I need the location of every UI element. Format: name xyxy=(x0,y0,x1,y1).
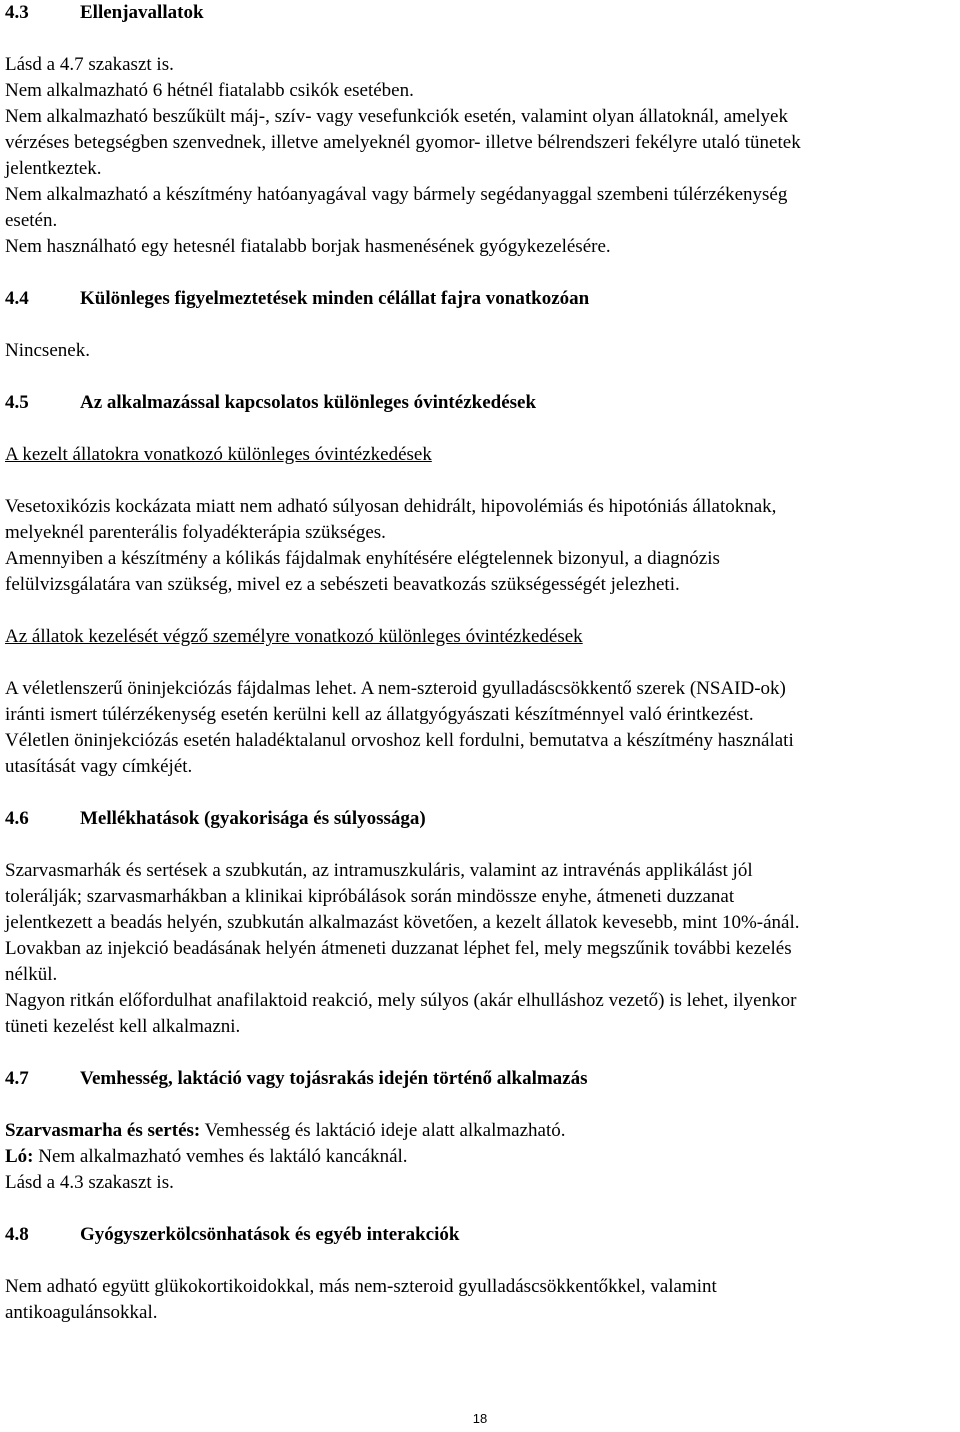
paragraph-line: tolerálják; szarvasmarhákban a klinikai kipróbálások során mindössze enyhe, átmeneti duzzanat xyxy=(5,886,735,907)
section-number: 4.5 xyxy=(5,392,29,413)
paragraph-line: Nem adható együtt glükokortikoidokkal, más nem-szteroid gyulladáscsökkentőkkel, valamint xyxy=(5,1276,717,1297)
paragraph-line: vérzéses betegségben szenvednek, illetve amelyeknél gyomor- illetve bélrendszeri fekélyre utaló tünetek xyxy=(5,132,801,153)
section-title: Ellenjavallatok xyxy=(80,2,204,23)
species-text: Nem alkalmazható vemhes és laktáló kancáknál. xyxy=(33,1146,408,1167)
paragraph-line: felülvizsgálatára van szükség, mivel ez a sebészeti beavatkozás szükségességét jelezheti. xyxy=(5,574,680,595)
paragraph-line: Nem használható egy hetesnél fiatalabb borjak hasmenésének gyógykezelésére. xyxy=(5,236,611,257)
section-number: 4.4 xyxy=(5,288,29,309)
section-title: Vemhesség, laktáció vagy tojásrakás idején történő alkalmazás xyxy=(80,1068,588,1089)
paragraph-line: Nagyon ritkán előfordulhat anafilaktoid reakció, mely súlyos (akár elhulláshoz vezető) is lehet, ilyenkor xyxy=(5,990,797,1011)
page-number: 18 xyxy=(472,1411,488,1426)
paragraph-line: Vesetoxikózis kockázata miatt nem adható súlyosan dehidrált, hipovolémiás és hipotóniás állatoknak, xyxy=(5,496,777,517)
paragraph-line: nélkül. xyxy=(5,964,58,985)
paragraph-line: Szarvasmarhák és sertések a szubkután, az intramuszkuláris, valamint az intravénás applikálást jól xyxy=(5,860,753,881)
section-number: 4.8 xyxy=(5,1224,29,1245)
section-title: Különleges figyelmeztetések minden célállat fajra vonatkozóan xyxy=(80,288,590,309)
paragraph-line: utasítását vagy címkéjét. xyxy=(5,756,193,777)
paragraph-line: Nincsenek. xyxy=(5,340,90,361)
paragraph-line: Lovakban az injekció beadásának helyén átmeneti duzzanat léphet fel, mely megszűnik további kezelés xyxy=(5,938,792,959)
section-title: Gyógyszerkölcsönhatások és egyéb interakciók xyxy=(80,1224,460,1245)
paragraph-line: esetén. xyxy=(5,210,58,231)
section-number: 4.7 xyxy=(5,1068,29,1089)
species-label: Ló: xyxy=(5,1146,34,1167)
section-heading-4-4 xyxy=(5,286,955,312)
paragraph-line: Nem alkalmazható a készítmény hatóanyagával vagy bármely segédanyaggal szembeni túlérzékenység xyxy=(5,184,788,205)
document-page xyxy=(5,0,955,1326)
paragraph-line: Nem alkalmazható 6 hétnél fiatalabb csikók esetében. xyxy=(5,80,414,101)
section-heading-4-7 xyxy=(5,1066,955,1092)
section-title: Az alkalmazással kapcsolatos különleges óvintézkedések xyxy=(80,392,537,413)
paragraph-line: antikoagulánsokkal. xyxy=(5,1302,158,1323)
section-heading-4-6 xyxy=(5,806,955,832)
section-heading-4-8 xyxy=(5,1222,955,1248)
paragraph-line xyxy=(5,1118,955,1144)
subheading-treated-animals: A kezelt állatokra vonatkozó különleges óvintézkedések xyxy=(5,444,432,465)
species-label: Szarvasmarha és sertés: xyxy=(5,1120,201,1141)
paragraph-line xyxy=(5,1144,955,1170)
section-heading-4-3 xyxy=(5,0,955,26)
paragraph-line: iránti ismert túlérzékenység esetén kerülni kell az állatgyógyászati készítménnyel való érintkezést. xyxy=(5,704,754,725)
paragraph-line: tüneti kezelést kell alkalmazni. xyxy=(5,1016,241,1037)
subheading-handler: Az állatok kezelését végző személyre vonatkozó különleges óvintézkedések xyxy=(5,626,583,647)
paragraph-line: melyeknél parenterális folyadékterápia szükséges. xyxy=(5,522,386,543)
paragraph-line: Amennyiben a készítmény a kólikás fájdalmak enyhítésére elégtelennek bizonyul, a diagnózis xyxy=(5,548,720,569)
paragraph-line: Lásd a 4.3 szakaszt is. xyxy=(5,1172,174,1193)
paragraph-line: jelentkezett a beadás helyén, szubkután alkalmazást követően, a kezelt állatok kevesebb, mint 10%-ánál. xyxy=(5,912,800,933)
section-title: Mellékhatások (gyakorisága és súlyossága) xyxy=(80,808,426,829)
species-text: Vemhesség és laktáció ideje alatt alkalmazható. xyxy=(200,1120,566,1141)
paragraph-line: Lásd a 4.7 szakaszt is. xyxy=(5,54,174,75)
section-number: 4.3 xyxy=(5,2,29,23)
section-heading-4-5 xyxy=(5,390,955,416)
section-number: 4.6 xyxy=(5,808,29,829)
paragraph-line: Véletlen öninjekciózás esetén haladéktalanul orvoshoz kell fordulni, bemutatva a készítmény használati xyxy=(5,730,794,751)
paragraph-line: jelentkeztek. xyxy=(5,158,102,179)
paragraph-line: Nem alkalmazható beszűkült máj-, szív- vagy vesefunkciók esetén, valamint olyan állatoknál, amelyek xyxy=(5,106,788,127)
paragraph-line: A véletlenszerű öninjekciózás fájdalmas lehet. A nem-szteroid gyulladáscsökkentő szerek (NSAID-ok) xyxy=(5,678,786,699)
